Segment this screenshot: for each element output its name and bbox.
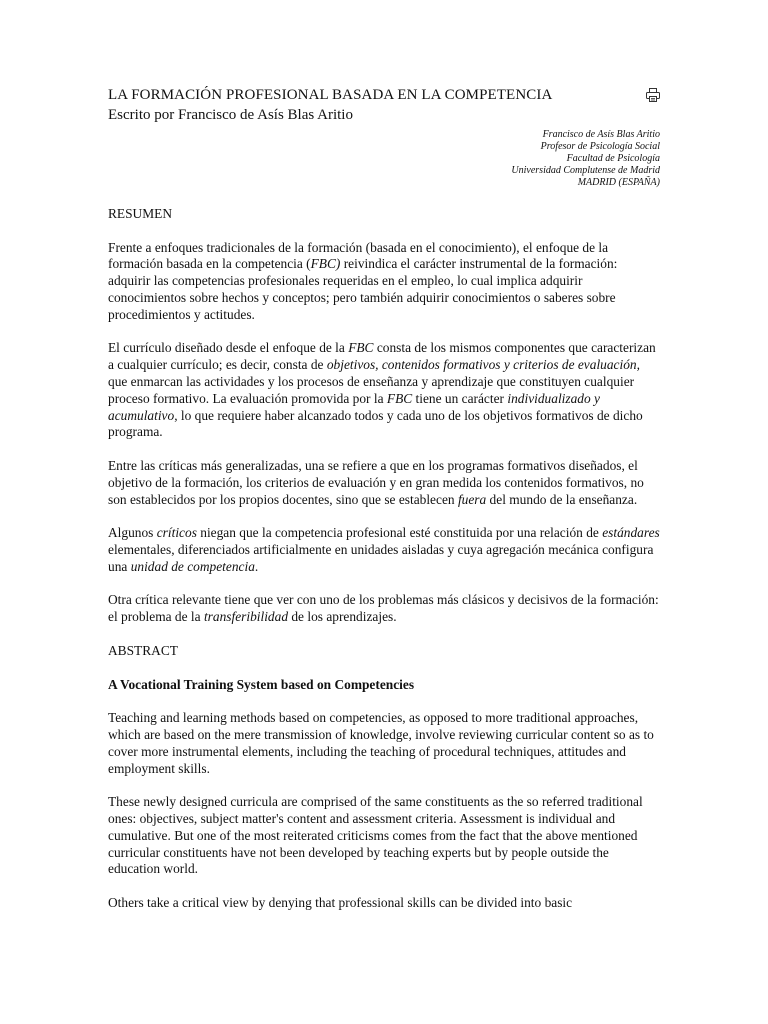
abstract-title: A Vocational Training System based on Competencies — [108, 676, 415, 692]
text-run: del mundo de la enseñanza. — [486, 491, 638, 507]
text-run: elementales, diferenciados artificialmente en unidades aisladas y cuya agregación mecánica configura una — [108, 541, 654, 574]
text-run: Otra crítica relevante tiene que ver con uno de los problemas más clásicos y decisivos de la formación: el problema de la — [108, 592, 659, 625]
text-run-italic: fuera — [457, 491, 487, 507]
resumen-paragraph-4 — [108, 525, 660, 575]
resumen-heading: RESUMEN — [108, 206, 172, 221]
text-run: niegan que la competencia profesional esté constituida por una relación de — [196, 525, 603, 541]
text-run-italic: transferibilidad — [203, 609, 289, 625]
abstract-paragraph-2: These newly designed curricula are comprised of the same constituents as the so referred traditional ones: objectives, subject matter's content and assessment criteria. Assessment is individual and cumulative. But one of the most reiterated criticisms comes from the fact that the above mentioned curricular constituents have not been developed by teaching experts but by people outside the education world. — [108, 794, 643, 877]
article — [108, 85, 660, 912]
text-run: El currículo diseñado desde el enfoque de la — [108, 340, 349, 356]
article-byline: Escrito por Francisco de Asís Blas Aritio — [108, 107, 353, 123]
author-affiliation — [108, 129, 660, 189]
resumen-paragraph-3 — [108, 458, 660, 508]
text-run-italic: críticos — [156, 525, 197, 541]
affiliation-line: MADRID (ESPAÑA) — [577, 177, 660, 188]
affiliation-line: Profesor de Psicología Social — [540, 141, 660, 152]
affiliation-line: Francisco de Asís Blas Aritio — [542, 129, 660, 140]
abstract-paragraph-3: Others take a critical view by denying that professional skills can be divided into basic — [108, 895, 573, 911]
text-run-italic: FBC — [348, 340, 374, 356]
text-run: que enmarcan las actividades y los procesos de enseñanza y aprendizaje que constituyen cualquier proceso formativo. La evaluación promovida por la — [108, 373, 635, 406]
printer-icon-graphic — [646, 88, 660, 102]
text-run: de los aprendizajes. — [288, 609, 397, 625]
text-run: , lo que requiere haber alcanzado todos y cada uno de los objetivos formativos de dicho programa. — [108, 407, 643, 440]
text-run-italic: individualizado y acumulativo — [108, 390, 600, 423]
affiliation-line: Universidad Complutense de Madrid — [511, 165, 660, 176]
affiliation-line: Facultad de Psicología — [566, 153, 660, 164]
text-run: Frente a enfoques tradicionales de la formación (basada en el conocimiento), el enfoque de la formación basada en la competencia ( — [108, 239, 609, 272]
title-row — [108, 85, 660, 105]
text-run: tiene un carácter — [412, 390, 508, 406]
resumen-paragraph-2 — [108, 340, 660, 441]
abstract-heading: ABSTRACT — [108, 642, 178, 658]
text-run: Algunos — [108, 525, 157, 541]
text-run-italic: objetivos, contenidos formativos y criterios de evaluación, — [326, 357, 640, 373]
resumen-paragraph-5 — [108, 592, 660, 626]
article-title: LA FORMACIÓN PROFESIONAL BASADA EN LA COMPETENCIA — [108, 87, 553, 103]
abstract-paragraph-1: Teaching and learning methods based on competencies, as opposed to more traditional approaches, which are based on the mere transmission of knowledge, involve reviewing curricular content so as to cover more instrumental elements, including the teaching of procedural techniques, attitudes and employment skills. — [108, 710, 654, 776]
text-run-italic: FBC) — [310, 256, 341, 272]
text-run: consta de los mismos componentes que caracterizan a cualquier currículo; es decir, consta de — [108, 340, 656, 373]
resumen-paragraph-1 — [108, 240, 660, 324]
text-run: reivindica el carácter instrumental de la formación: adquirir las competencias profesionales requeridas en el empleo, lo cual implica adquirir conocimientos sobre hechos y conceptos; pero también adquirir conocimientos o saberes sobre procedimientos y actitudes. — [108, 256, 618, 322]
text-run-italic: estándares — [602, 525, 660, 541]
text-run: Entre las críticas más generalizadas, una se refiere a que en los programas formativos diseñados, el objetivo de la formación, los criterios de evaluación y en gran medida los contenidos formativos, no son establecidos por los propios docentes, sino que se establecen — [108, 457, 644, 507]
text-run: . — [254, 558, 259, 574]
text-run-italic: unidad de competencia — [130, 558, 255, 574]
text-run-italic: FBC — [386, 390, 413, 406]
printer-icon[interactable] — [646, 88, 660, 102]
